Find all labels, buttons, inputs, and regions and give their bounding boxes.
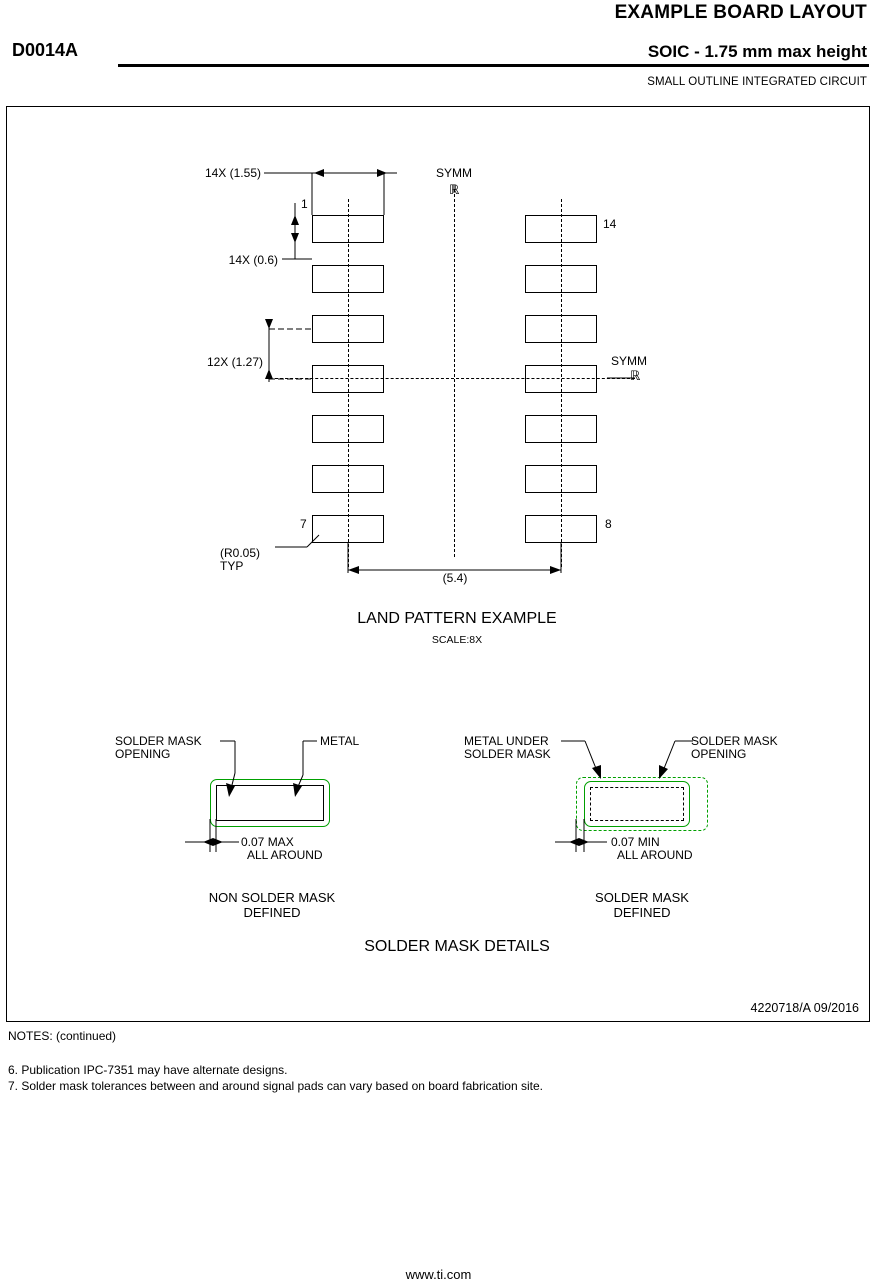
centerline-symbol-top: ℝ xyxy=(449,182,460,197)
symm-vertical-centerline xyxy=(454,189,455,557)
dim-label-pad-height: 14X (0.6) xyxy=(228,253,278,267)
right-dim-line2: ALL AROUND xyxy=(617,848,693,862)
package-name: SOIC - 1.75 mm max height xyxy=(647,42,867,61)
pad-column-centerline-left xyxy=(348,199,349,567)
left-callout-metal: METAL xyxy=(320,734,360,748)
radius-note-line1: (R0.05) xyxy=(220,546,261,560)
right-callout-metal-line2: SOLDER MASK xyxy=(464,747,551,761)
land-pattern-scale: SCALE:8X xyxy=(431,634,483,646)
symm-horizontal-centerline xyxy=(275,378,635,379)
dim-label-span: (5.4) xyxy=(442,571,468,585)
right-callout-metal-line1: METAL UNDER xyxy=(464,734,549,748)
drawing-number: 4220718/A 09/2016 xyxy=(750,1001,859,1015)
left-callout-opening-line1: SOLDER MASK xyxy=(115,734,202,748)
radius-note-line2: TYP xyxy=(220,559,244,573)
centerline-symbol-right: ℝ xyxy=(630,368,641,383)
pad-column-centerline-right xyxy=(561,199,562,567)
note-item: 7. Solder mask tolerances between and around signal pads can vary based on board fabrication site. xyxy=(8,1079,543,1093)
pin-label-8: 8 xyxy=(605,517,612,531)
left-metal-pad xyxy=(216,785,324,821)
land-pattern-caption: LAND PATTERN EXAMPLE xyxy=(357,610,557,627)
notes-title: NOTES: (continued) xyxy=(8,1029,117,1043)
drawing-frame xyxy=(6,106,870,1022)
dim-label-pitch: 12X (1.27) xyxy=(206,355,263,369)
right-caption-line1: SOLDER MASK xyxy=(595,890,689,905)
left-dim-line2: ALL AROUND xyxy=(247,848,323,862)
pin-label-1: 1 xyxy=(301,197,308,211)
dim-label-pitch-width: 14X (1.55) xyxy=(204,166,261,180)
footer-website: www.ti.com xyxy=(405,1267,472,1282)
left-callout-opening-line2: OPENING xyxy=(115,747,171,761)
right-dim-line1: 0.07 MIN xyxy=(611,835,660,849)
right-callout-opening-line1: SOLDER MASK xyxy=(691,734,778,748)
left-caption-line1: NON SOLDER MASK xyxy=(208,890,336,905)
header-divider xyxy=(118,64,869,67)
symm-label-right: SYMM xyxy=(611,354,647,368)
solder-mask-section-title: SOLDER MASK DETAILS xyxy=(364,938,550,955)
note-item: 6. Publication IPC-7351 may have alternate designs. xyxy=(8,1063,288,1077)
symm-label-top: SYMM xyxy=(436,166,472,180)
header-subtitle: SMALL OUTLINE INTEGRATED CIRCUIT xyxy=(647,76,867,88)
solder-mask-leaders xyxy=(7,107,871,1023)
part-code: D0014A xyxy=(12,40,79,60)
right-caption-line2: DEFINED xyxy=(613,905,671,920)
left-caption-line2: DEFINED xyxy=(243,905,301,920)
right-metal-pad xyxy=(590,787,684,821)
left-dim-line1: 0.07 MAX xyxy=(241,835,294,849)
right-callout-opening-line2: OPENING xyxy=(691,747,747,761)
pin-label-14: 14 xyxy=(603,217,617,231)
page-title: EXAMPLE BOARD LAYOUT xyxy=(614,2,867,23)
pin-label-7: 7 xyxy=(300,517,307,531)
dimension-lines xyxy=(7,107,871,1023)
